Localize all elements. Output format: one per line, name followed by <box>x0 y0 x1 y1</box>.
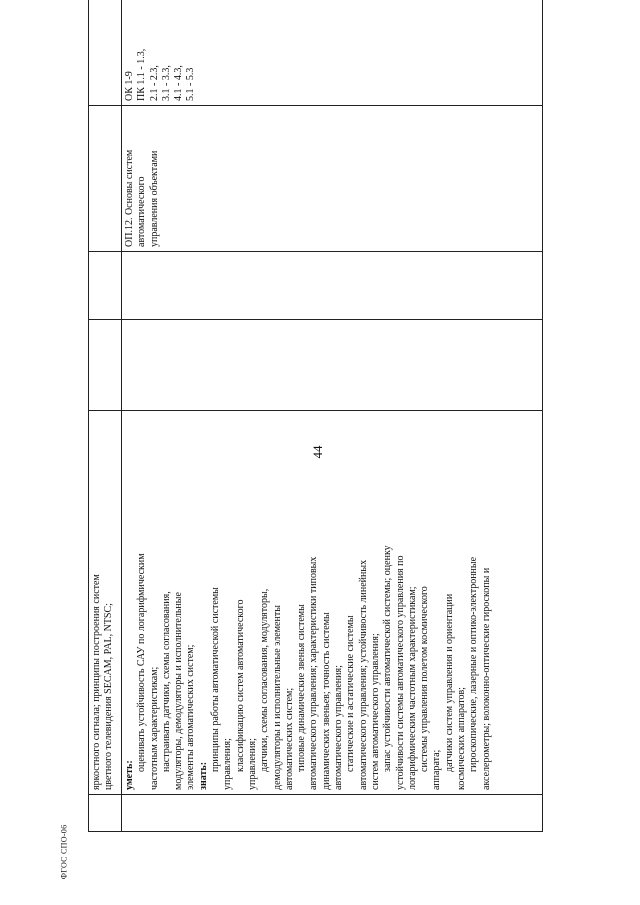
table-cell-discipline: ОП.12. Основы систем автоматического управления объектами <box>122 106 543 252</box>
table-cell-empty <box>122 252 543 320</box>
table-cell-competencies: ОК 1-9 ПК 1.1 - 1.3, 2.1 - 2.3, 3.1 - 3.3, 4.1 - 4.3, 5.1 - 5.3 <box>122 0 543 106</box>
table-cell-empty <box>89 320 122 411</box>
rotated-table-container <box>88 35 543 832</box>
skills-heading: уметь: <box>124 760 135 790</box>
table-cell-empty <box>89 795 122 832</box>
table-cell-empty <box>122 795 543 832</box>
page-number: 44 <box>310 445 325 459</box>
table-row-discipline <box>122 0 543 832</box>
table-cell-empty <box>89 0 122 106</box>
table-cell-empty <box>122 320 543 411</box>
table-cell-empty <box>89 252 122 320</box>
table-cell-continuation: яркостного сигнала; принципы построения систем цветного телевидения SECAM, PAL, NTSC; <box>89 411 122 795</box>
knowledge-heading: знать: <box>197 761 209 790</box>
footer-code: ФГОС СПО-06 <box>59 824 69 880</box>
table-cell-empty <box>89 106 122 252</box>
table-cell-requirements: уметь: оценивать устойчивость САУ по логарифмическим частотным характеристикам; настраивать датчики, схемы согласования, модуляторы, демодуляторы и исполнительные элементы автоматических систем; знать: принципы работы автоматической системы управления; классификацию систем автоматического управления; датчики, схемы согласования, модуляторы, демодуляторы и исполнительные элементы автоматических систем; типовые динамические звенья системы автоматического управления; характеристики типовых динамических звеньев; точность системы автоматического управления; статические и астатические системы автоматического управления; устойчивость линейных систем автоматического управления; запас устойчивости автоматической системы; оценку устойчивости системы автоматического управления по логарифмическим частотным характеристикам; системы управления полетом космического аппарата; датчики систем управления и ориентации космических аппаратов; гироскопические, лазерные и оптико-электронные акселерометры; волоконно-оптические гироскопы и <box>122 411 543 795</box>
curriculum-table <box>88 0 543 832</box>
table-row-continuation <box>89 0 122 832</box>
